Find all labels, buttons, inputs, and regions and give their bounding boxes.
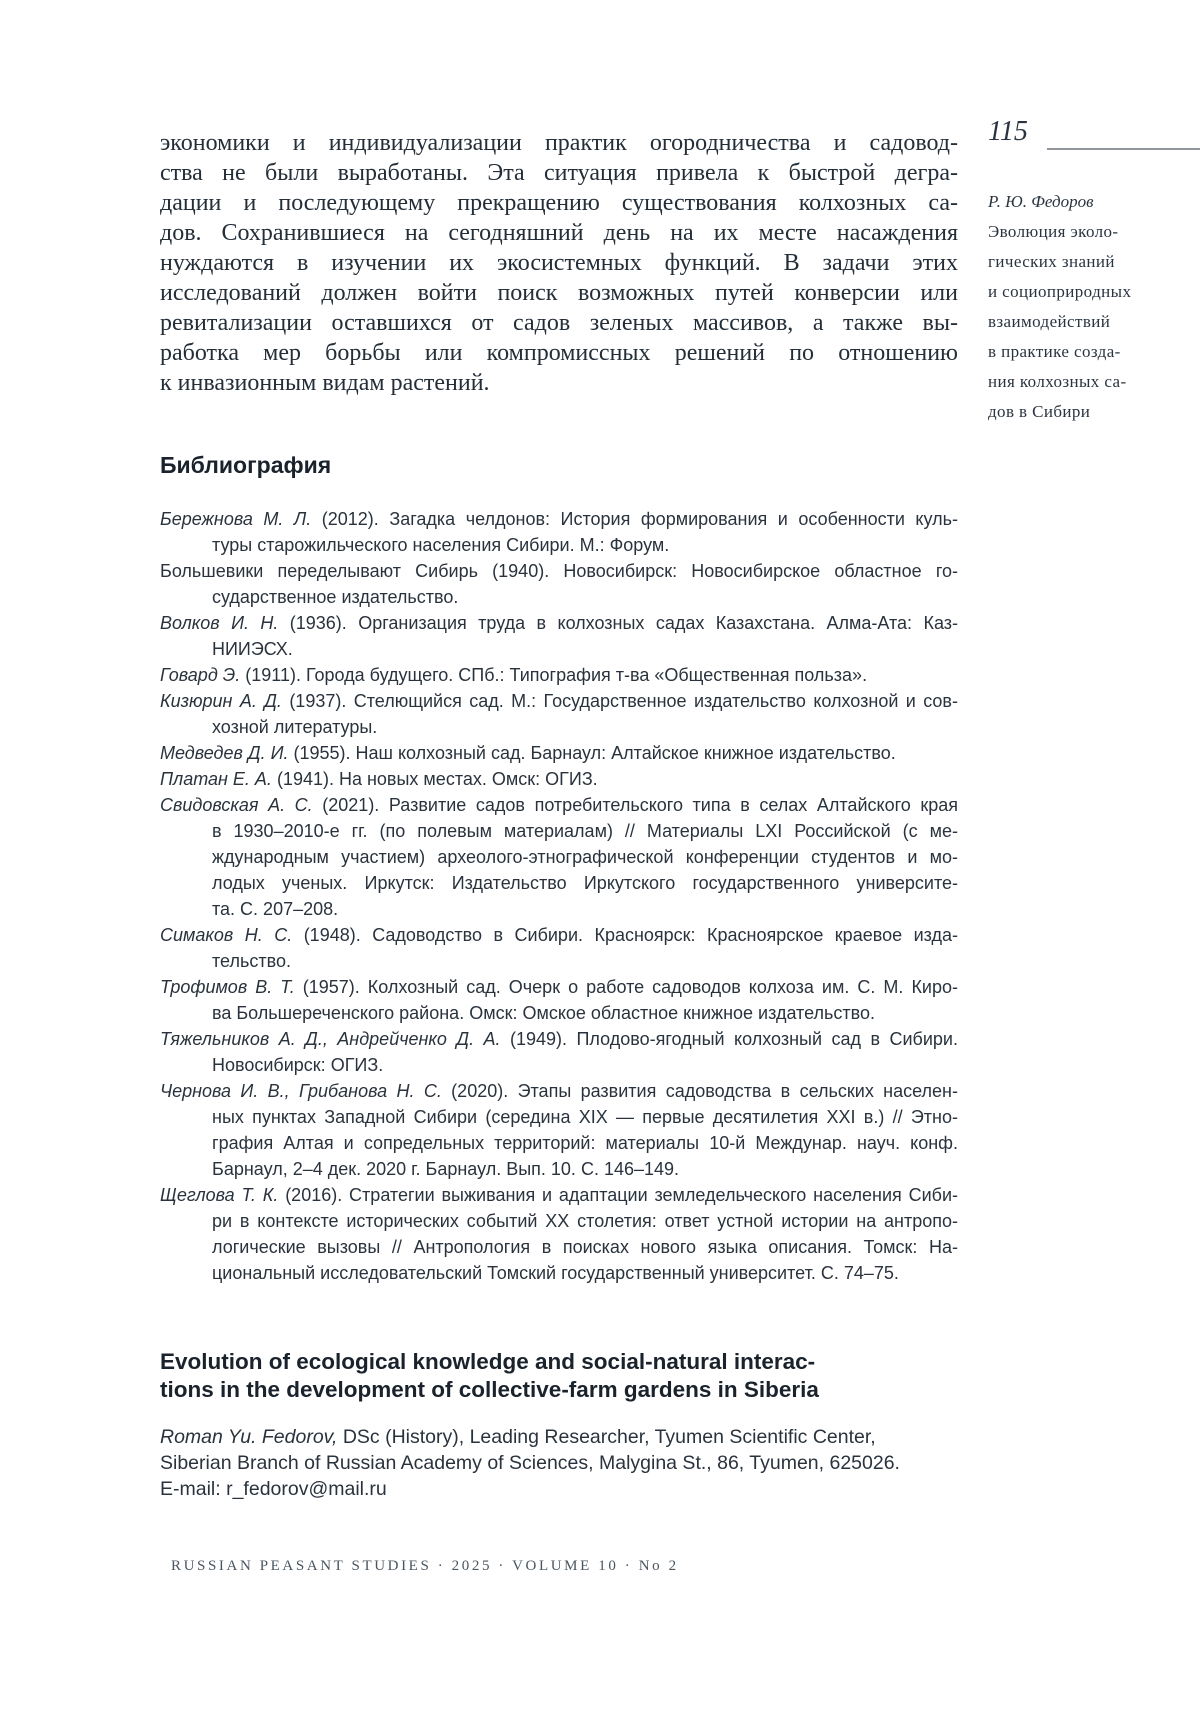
bibliography-entry-author: Трофимов В. Т. — [160, 977, 295, 997]
bibliography-entry-line: Новосибирск: ОГИЗ. — [212, 1055, 384, 1075]
english-title: Evolution of ecological knowledge and social-natural interac- tions in the development of collective-farm gardens in Siberia — [160, 1349, 819, 1402]
bibliography-entry-line: Чернова И. В., Грибанова Н. С. (2020). Этапы развития садоводства в сельских населен- — [160, 1081, 958, 1101]
bibliography-entry — [160, 974, 958, 1026]
bibliography-entry-line: НИИЭСХ. — [212, 639, 293, 659]
bibliography-entry-line: ри в контексте исторических событий XX столетия: ответ устной истории на антропо- — [212, 1211, 958, 1231]
bibliography-entry-line: графия Алтая и сопредельных территорий: материалы 10-й Междунар. науч. конф. — [212, 1133, 958, 1153]
bibliography-entry-author: Кизюрин А. Д. — [160, 691, 282, 711]
bibliography-entry-line: Симаков Н. С. (1948). Садоводство в Сибири. Красноярск: Красноярское краевое изда- — [160, 925, 958, 945]
header-rule — [1047, 148, 1200, 150]
bibliography-entry-line: Волков И. Н. (1936). Организация труда в колхозных садах Казахстана. Алма-Ата: Каз- — [160, 613, 958, 633]
article-body-line: нуждаются в изучении их экосистемных функций. В задачи этих — [160, 250, 958, 276]
article-body-line: экономики и индивидуализации практик огородничества и садовод- — [160, 130, 958, 156]
page-number: 115 — [988, 116, 1028, 147]
bibliography-entry-line: тельство. — [212, 951, 291, 971]
article-body-line: дации и последующему прекращению существования колхозных са- — [160, 190, 958, 216]
bibliography-entry — [160, 1026, 958, 1078]
english-author-details: DSc (History), Leading Researcher, Tyumen Scientific Center, Siberian Branch of Russian Academy of Sciences, Malygina St., 86, Tyumen, 625026. E-mail: r_fedorov@mail.ru — [160, 1426, 900, 1500]
article-body-line: к инвазионным видам растений. — [160, 370, 490, 396]
bibliography-entry-line: лодых ученых. Иркутск: Издательство Иркутского государственного университе- — [212, 873, 958, 893]
sidebar-running-head — [988, 187, 1173, 427]
article-body-line: ства не были выработаны. Эта ситуация привела к быстрой дегра- — [160, 160, 958, 186]
bibliography-entry-author: Щеглова Т. К. — [160, 1185, 279, 1205]
bibliography-entry-line: ных пунктах Западной Сибири (середина XIX — первые десятилетия XXI в.) // Этно- — [212, 1107, 958, 1127]
bibliography-entry — [160, 740, 958, 766]
bibliography-entry-line: Кизюрин А. Д. (1937). Стелющийся сад. М.: Государственное издательство колхозной и сов- — [160, 691, 958, 711]
bibliography-entry — [160, 610, 958, 662]
bibliography-entry — [160, 1182, 958, 1286]
bibliography-entry-author: Платан Е. А. — [160, 769, 272, 789]
footer-journal-line: RUSSIAN PEASANT STUDIES · 2025 · VOLUME 10 · No 2 — [171, 1558, 679, 1574]
bibliography-entry-line: Трофимов В. Т. (1957). Колхозный сад. Очерк о работе садоводов колхоза им. С. М. Киро- — [160, 977, 958, 997]
bibliography-entry-line: Свидовская А. С. (2021). Развитие садов потребительского типа в селах Алтайского края — [160, 795, 958, 815]
bibliography-entry — [160, 558, 958, 610]
sidebar-running-title: Эволюция эколо- гических знаний и социоприродных взаимодействий в практике созда- ния колхозных са- дов в Сибири — [988, 222, 1132, 421]
bibliography-entry-line: Платан Е. А. (1941). На новых местах. Омск: ОГИЗ. — [160, 769, 598, 789]
article-body-line: ревитализации оставшихся от садов зеленых массивов, а также вы- — [160, 310, 958, 336]
bibliography-entry-line: ждународным участием) археолого-этнографической конференции студентов и мо- — [212, 847, 958, 867]
bibliography-entry-line: хозной литературы. — [212, 717, 378, 737]
bibliography-entry-author: Говард Э. — [160, 665, 241, 685]
bibliography-entry — [160, 506, 958, 558]
article-body-line: исследований должен войти поиск возможных путей конверсии или — [160, 280, 958, 306]
bibliography-entry-line: сударственное издательство. — [212, 587, 459, 607]
bibliography-list — [160, 506, 958, 1286]
bibliography-entry-line: Барнаул, 2–4 дек. 2020 г. Барнаул. Вып. 10. С. 146–149. — [212, 1159, 680, 1179]
article-body — [160, 128, 958, 398]
article-body-line: работка мер борьбы или компромиссных решений по отношению — [160, 340, 958, 366]
article-body-line: дов. Сохранившиеся на сегодняшний день на их месте насаждения — [160, 220, 958, 246]
english-author-info — [160, 1424, 940, 1502]
bibliography-entry-line: в 1930–2010-е гг. (по полевым материалам) // Материалы LXI Российской (с ме- — [212, 821, 958, 841]
bibliography-entry — [160, 688, 958, 740]
bibliography-entry-author: Чернова И. В., Грибанова Н. С. — [160, 1081, 442, 1101]
bibliography-entry-line: та. С. 207–208. — [212, 899, 339, 919]
bibliography-entry-author: Свидовская А. С. — [160, 795, 313, 815]
bibliography-entry — [160, 1078, 958, 1182]
bibliography-entry-line: Тяжельников А. Д., Андрейченко Д. А. (1949). Плодово-ягодный колхозный сад в Сибири. — [160, 1029, 958, 1049]
bibliography-entry-author: Симаков Н. С. — [160, 925, 293, 945]
bibliography-entry-author: Волков И. Н. — [160, 613, 279, 633]
bibliography-entry-author: Бережнова М. Л. — [160, 509, 312, 529]
bibliography-entry-author: Медведев Д. И. — [160, 743, 289, 763]
bibliography-entry-line: Щеглова Т. К. (2016). Стратегии выживания и адаптации земледельческого населения Сиби- — [160, 1185, 959, 1205]
bibliography-entry-line: циональный исследовательский Томский государственный университет. С. 74–75. — [212, 1263, 899, 1283]
sidebar-author: Р. Ю. Федоров — [988, 192, 1094, 211]
bibliography-entry — [160, 766, 958, 792]
bibliography-entry-line: логические вызовы // Антропология в поисках нового языка описания. Томск: На- — [212, 1237, 958, 1257]
bibliography-entry — [160, 662, 958, 688]
bibliography-entry-line: Большевики переделывают Сибирь (1940). Новосибирск: Новосибирское областное го- — [160, 561, 958, 581]
bibliography-entry-line: Говард Э. (1911). Города будущего. СПб.: Типография т-ва «Общественная польза». — [160, 665, 868, 685]
bibliography-entry-author: Тяжельников А. Д., Андрейченко Д. А. — [160, 1029, 501, 1049]
bibliography-entry-line: ва Большереченского района. Омск: Омское областное книжное издательство. — [212, 1003, 876, 1023]
bibliography-heading: Библиография — [160, 452, 332, 478]
bibliography-entry-line: Бережнова М. Л. (2012). Загадка челдонов: История формирования и особенности куль- — [160, 509, 958, 529]
bibliography-entry-line: Медведев Д. И. (1955). Наш колхозный сад. Барнаул: Алтайское книжное издательство. — [160, 743, 896, 763]
bibliography-entry-line: туры старожильческого населения Сибири. М.: Форум. — [212, 535, 670, 555]
bibliography-entry — [160, 792, 958, 922]
english-author-name: Roman Yu. Fedorov, — [160, 1426, 338, 1448]
bibliography-entry — [160, 922, 958, 974]
